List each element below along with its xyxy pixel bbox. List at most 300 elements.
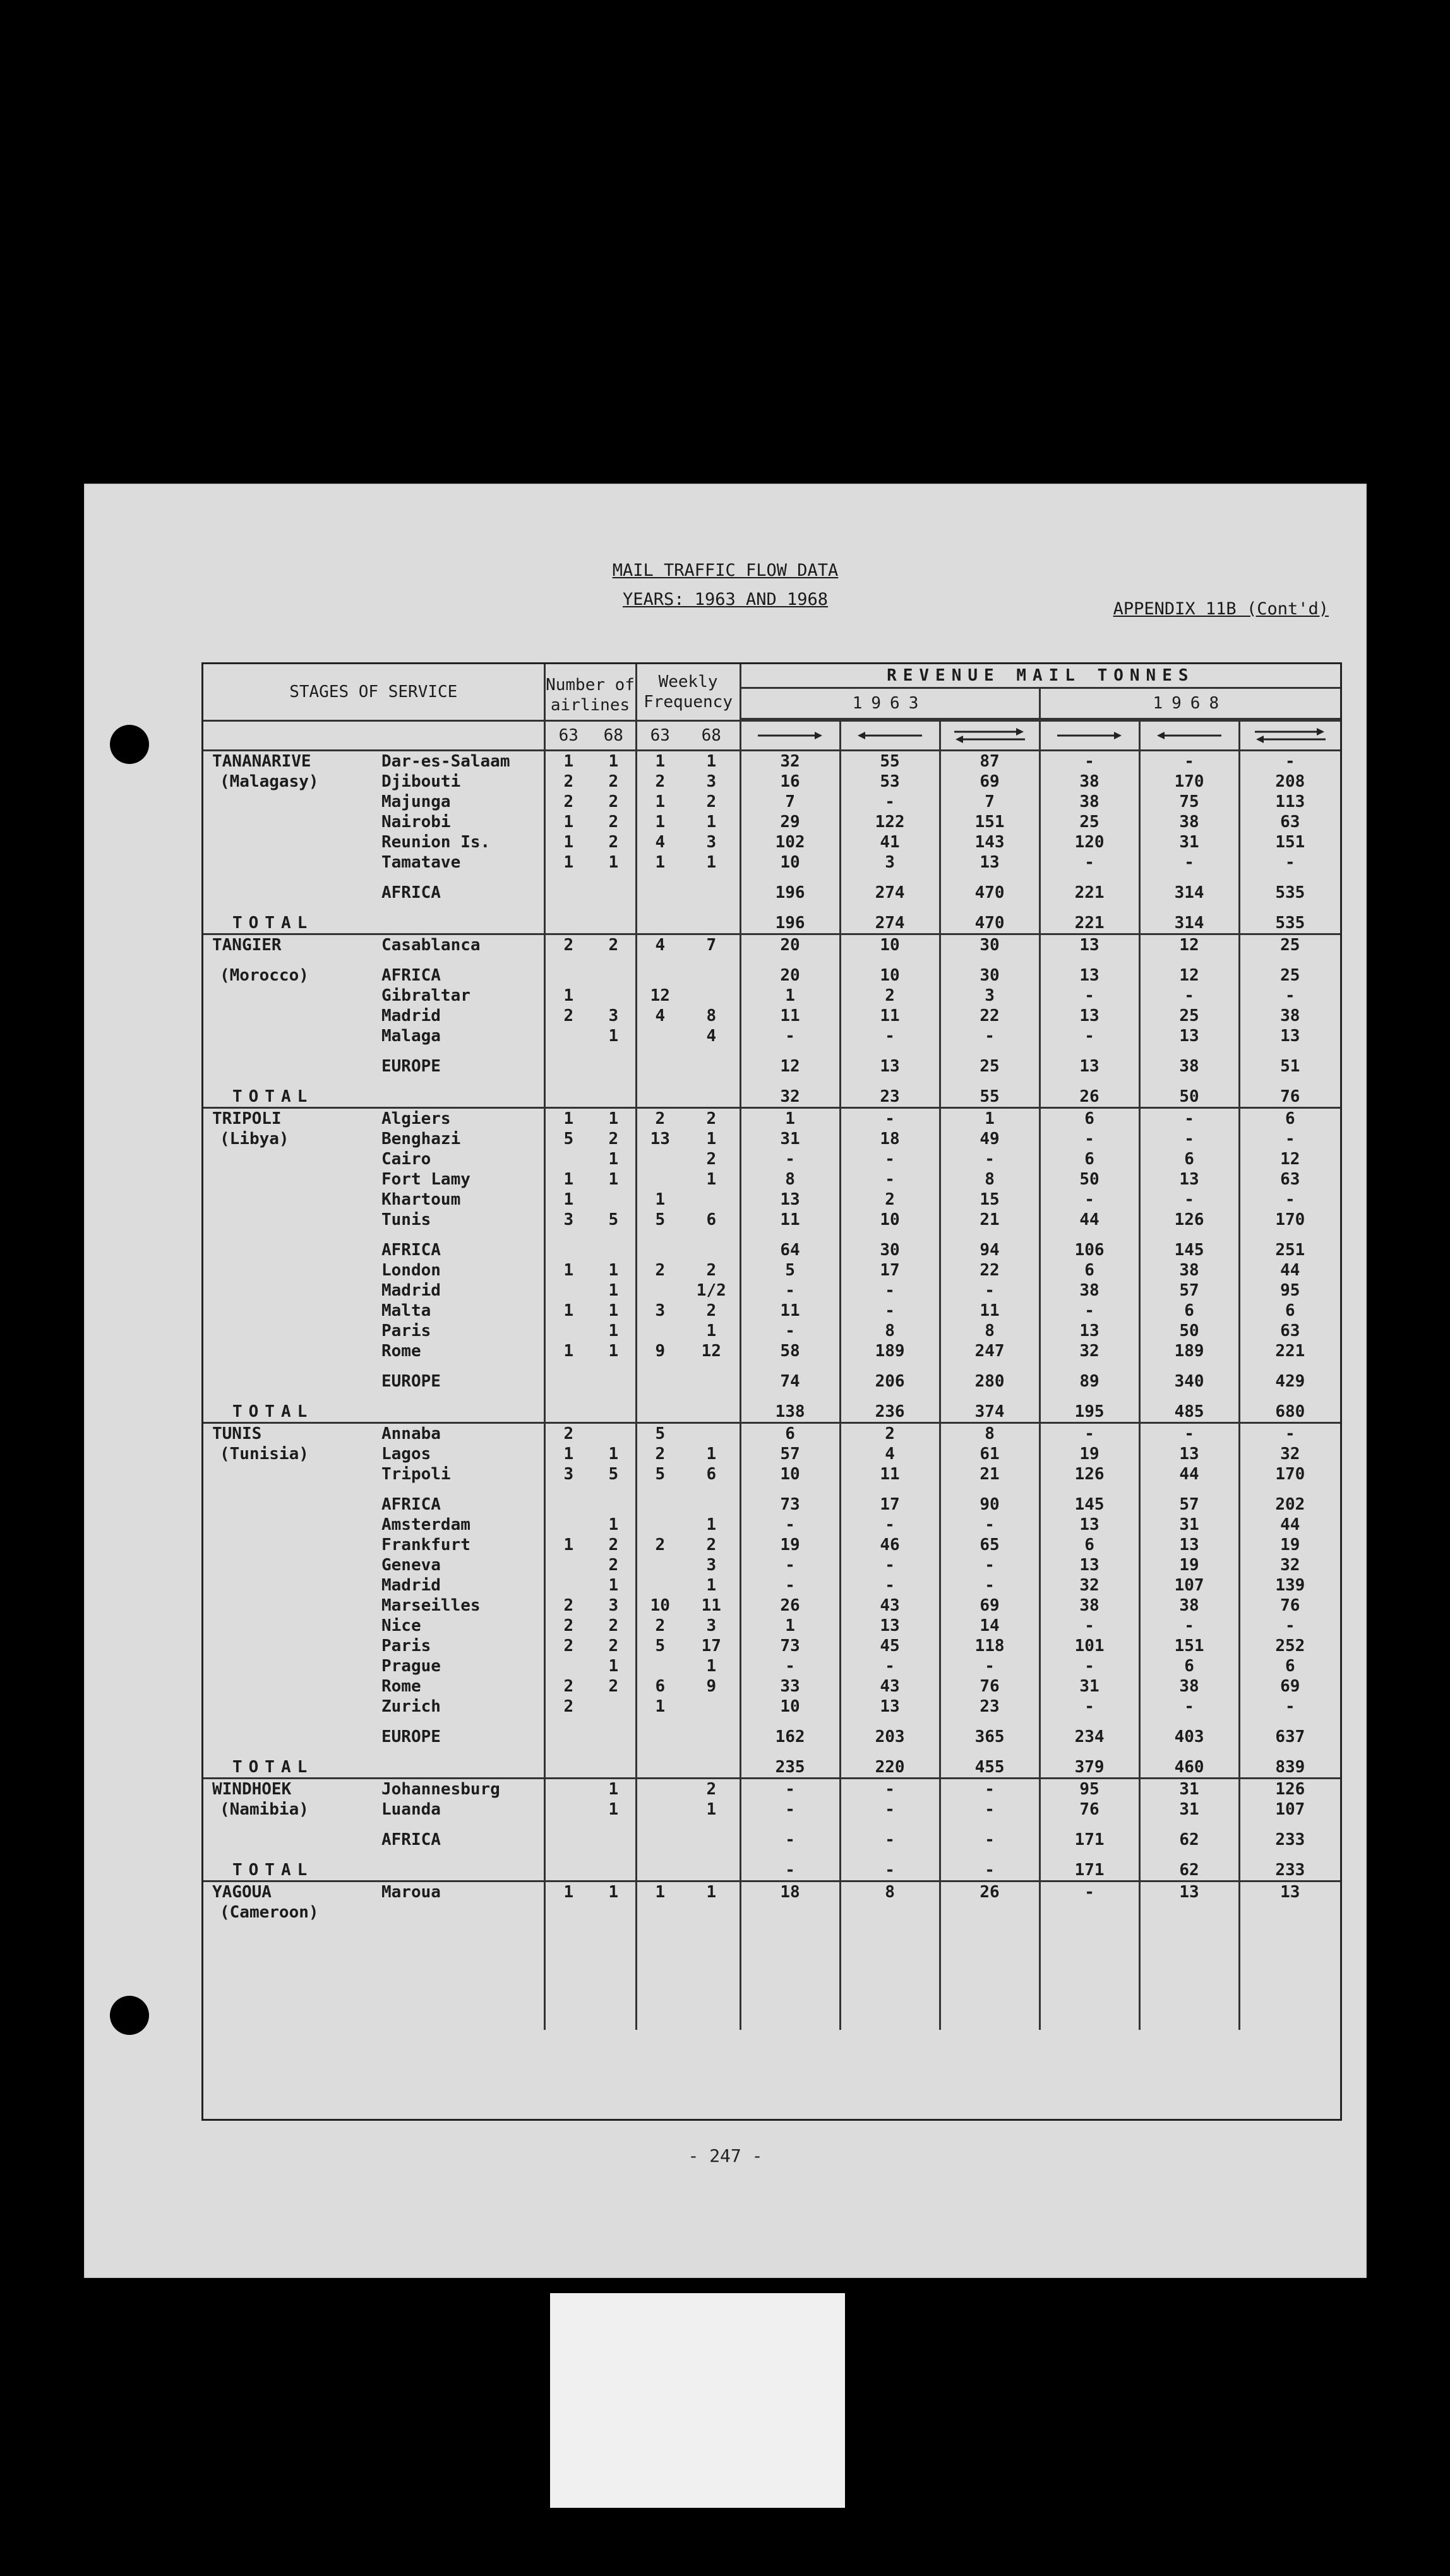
table-row [203, 986, 1340, 1006]
cell-o63: 102 [740, 832, 840, 852]
cell-o63: 32 [740, 1076, 840, 1108]
cell-o63: 18 [740, 1881, 840, 1903]
cell-a68: 2 [608, 1556, 619, 1575]
destination: Luanda [381, 1800, 441, 1819]
cell-i63: 13 [840, 1696, 940, 1717]
years-line: YEARS: 1963 AND 1968 [622, 590, 829, 609]
cell-f68 [683, 1717, 740, 1747]
cell-a63: 2 [544, 1696, 592, 1717]
cell-b68: 113 [1239, 792, 1340, 812]
cell-o63: 11 [740, 1210, 840, 1230]
cell-i63: 274 [840, 873, 940, 903]
cell-a63: 1 [544, 1169, 592, 1190]
cell-a68 [592, 1717, 636, 1747]
cell-b63: 13 [940, 852, 1040, 873]
cell-a68: 1 [592, 1108, 636, 1130]
cell-i63: 46 [840, 1535, 940, 1555]
cell-a68: 2 [608, 813, 619, 832]
cell-a63 [544, 1076, 592, 1108]
cell-f68: 11 [701, 1596, 721, 1615]
destination: Malta [381, 1301, 431, 1320]
cell-b63: - [940, 1820, 1040, 1850]
cell-o68: - [1040, 751, 1139, 772]
cell-o68: 195 [1040, 1392, 1139, 1423]
cell-f68 [683, 986, 740, 1006]
cell-b63: 8 [940, 1321, 1040, 1341]
cell-o68: 6 [1040, 1260, 1139, 1280]
table-row [203, 1881, 1340, 1903]
document-title: MAIL TRAFFIC FLOW DATA [612, 561, 839, 580]
cell-b68: 44 [1239, 1260, 1340, 1280]
cell-o63: - [740, 1321, 840, 1341]
cell-a63 [544, 1575, 592, 1595]
cell-a63: 2 [544, 792, 592, 812]
cell-b63: 65 [940, 1535, 1040, 1555]
cell-i63: 45 [840, 1636, 940, 1656]
cell-a68: 2 [608, 1677, 619, 1696]
cell-f68: 2 [706, 1535, 717, 1554]
cell-f68 [683, 1230, 740, 1260]
cell-b68: 535 [1239, 873, 1340, 903]
table-row [203, 792, 1340, 812]
cell-a68: 1 [608, 1027, 619, 1046]
cell-b68: 12 [1239, 1149, 1340, 1169]
cell-b68: 25 [1239, 934, 1340, 956]
cell-o63: 73 [740, 1636, 840, 1656]
cell-i68: 31 [1139, 1515, 1239, 1535]
cell-b68: 76 [1239, 1595, 1340, 1616]
cell-a63 [544, 1799, 592, 1820]
cell-b63: 69 [940, 1595, 1040, 1616]
table-row [203, 1444, 1340, 1464]
origin-name: TRIPOLI [212, 1109, 282, 1128]
table-row [203, 1616, 1340, 1636]
cell-f63 [636, 1575, 683, 1595]
cell-f68: 1 [706, 853, 717, 872]
cell-f63: 10 [636, 1595, 683, 1616]
table-row [203, 1301, 1340, 1321]
cell-a63: 2 [544, 1006, 592, 1026]
cell-o68: 13 [1040, 1515, 1139, 1535]
subtotal-row [203, 1820, 1340, 1850]
origin-country: (Tunisia) [220, 1445, 309, 1464]
punch-hole [110, 1996, 149, 2035]
cell-f63: 4 [636, 1006, 683, 1026]
cell-o63: 31 [740, 1129, 840, 1149]
cell-a68: 2 [608, 1616, 619, 1635]
cell-b63: 470 [940, 903, 1040, 934]
cell-o63: - [740, 1555, 840, 1575]
destination: Rome [381, 1342, 421, 1361]
cell-o63: 16 [740, 772, 840, 792]
cell-i63: - [840, 1280, 940, 1301]
region-label: EUROPE [381, 1372, 441, 1391]
cell-i68: 44 [1139, 1464, 1239, 1484]
cell-b68: 76 [1239, 1076, 1340, 1108]
cell-f63: 2 [636, 772, 683, 792]
destination: Tamatave [381, 853, 461, 872]
destination: Benghazi [381, 1130, 461, 1148]
cell-b63: - [940, 1779, 1040, 1800]
cell-o68: 13 [1040, 955, 1139, 986]
destination: Madrid [381, 1006, 441, 1025]
total-row [203, 1850, 1340, 1881]
cell-i68: - [1139, 986, 1239, 1006]
cell-i63: 43 [840, 1676, 940, 1696]
cell-f68 [683, 1820, 740, 1850]
cell-f63: 3 [636, 1301, 683, 1321]
cell-a63 [544, 1779, 592, 1800]
cell-f63: 4 [636, 832, 683, 852]
cell-f68: 1 [706, 1657, 717, 1676]
cell-f68: 2 [706, 1301, 717, 1320]
destination: Khartoum [381, 1190, 461, 1209]
cell-o63: - [740, 1799, 840, 1820]
cell-i68: 31 [1139, 1799, 1239, 1820]
cell-i68: 50 [1139, 1321, 1239, 1341]
cell-f63 [636, 903, 683, 934]
cell-f68: 8 [706, 1006, 717, 1025]
destination: Maroua [378, 1881, 544, 1903]
cell-f68: 1/2 [696, 1281, 726, 1300]
table-row [203, 1149, 1340, 1169]
cell-b68: 69 [1239, 1676, 1340, 1696]
table-row [203, 1636, 1340, 1656]
table-row [203, 1515, 1340, 1535]
cell-i63: 274 [840, 903, 940, 934]
cell-f63: 1 [636, 792, 683, 812]
cell-o68: - [1040, 852, 1139, 873]
cell-a68 [592, 1190, 636, 1210]
cell-o68: - [1040, 1423, 1139, 1445]
cell-f63: 5 [636, 1636, 683, 1656]
cell-a68: 1 [608, 1800, 619, 1819]
destination: Annaba [378, 1423, 544, 1445]
cell-a63: 2 [544, 772, 592, 792]
cell-i68: 19 [1139, 1555, 1239, 1575]
cell-f63 [636, 1026, 683, 1046]
cell-o68: 38 [1040, 1595, 1139, 1616]
cell-i68: 57 [1139, 1280, 1239, 1301]
cell-i63: - [840, 1555, 940, 1575]
cell-o68: 13 [1040, 1046, 1139, 1076]
cell-a63: 1 [544, 832, 592, 852]
cell-i68: 13 [1139, 1169, 1239, 1190]
cell-b63: - [940, 1280, 1040, 1301]
cell-o63: - [740, 1026, 840, 1046]
cell-a63: 3 [544, 1210, 592, 1230]
cell-i68: 25 [1139, 1006, 1239, 1026]
cell-i68: 126 [1139, 1210, 1239, 1230]
cell-i68: 6 [1139, 1301, 1239, 1321]
cell-b63: - [940, 1026, 1040, 1046]
cell-a63 [544, 1321, 592, 1341]
destination: Johannesburg [378, 1779, 544, 1800]
cell-f63 [636, 1169, 683, 1190]
cell-f63 [636, 1747, 683, 1779]
cell-i63: 8 [840, 1321, 940, 1341]
cell-a63 [544, 955, 592, 986]
cell-a63 [544, 1392, 592, 1423]
table-row [203, 1108, 1340, 1130]
cell-f63: 6 [636, 1676, 683, 1696]
cell-f63: 1 [636, 1696, 683, 1717]
cell-i68: - [1139, 1423, 1239, 1445]
cell-o63: 5 [740, 1260, 840, 1280]
cell-b63: 7 [940, 792, 1040, 812]
cell-b63: 8 [940, 1169, 1040, 1190]
cell-b63: 69 [940, 772, 1040, 792]
cell-a63: 2 [544, 1616, 592, 1636]
region-label: AFRICA [381, 1830, 441, 1849]
cell-o68: 171 [1040, 1820, 1139, 1850]
cell-i63: 23 [840, 1076, 940, 1108]
cell-f68: 3 [706, 772, 717, 791]
destination: Rome [381, 1677, 421, 1696]
cell-b63: 94 [940, 1230, 1040, 1260]
cell-b68: 51 [1239, 1046, 1340, 1076]
cell-b63: 455 [940, 1747, 1040, 1779]
cell-i68: 151 [1139, 1636, 1239, 1656]
destination: Lagos [381, 1445, 431, 1464]
header-frequency: Weekly Frequency [636, 664, 740, 721]
cell-i63: - [840, 1799, 940, 1820]
cell-a63: 1 [544, 852, 592, 873]
cell-i63: 11 [840, 1464, 940, 1484]
cell-f63: 13 [636, 1129, 683, 1149]
cell-o68: 101 [1040, 1636, 1139, 1656]
document-sheet [84, 484, 1367, 2278]
cell-b63: 1 [940, 1108, 1040, 1130]
table-row [203, 751, 1340, 772]
cell-f63 [636, 873, 683, 903]
cell-i68: 38 [1139, 1676, 1239, 1696]
cell-f68 [683, 1484, 740, 1515]
destination: Madrid [381, 1281, 441, 1300]
cell-i63: - [840, 1575, 940, 1595]
cell-a68 [592, 1747, 636, 1779]
cell-i68: 13 [1139, 1444, 1239, 1464]
inbound-arrow-icon [840, 721, 940, 751]
cell-i63: - [840, 1850, 940, 1881]
table-row [203, 1341, 1340, 1361]
cell-f63 [636, 1717, 683, 1747]
cell-f68 [683, 955, 740, 986]
cell-b68: 221 [1239, 1341, 1340, 1361]
cell-a68: 1 [608, 1301, 619, 1320]
cell-a63 [544, 1484, 592, 1515]
cell-b63: 15 [940, 1190, 1040, 1210]
cell-f63: 9 [636, 1341, 683, 1361]
cell-b68: 170 [1239, 1464, 1340, 1484]
destination: Dar-es-Salaam [378, 751, 544, 772]
cell-o63: 19 [740, 1535, 840, 1555]
cell-i63: 220 [840, 1747, 940, 1779]
subtotal-row [203, 1046, 1340, 1076]
origin-name: WINDHOEK [212, 1780, 292, 1799]
cell-f63: 5 [636, 1210, 683, 1230]
cell-o68: 120 [1040, 832, 1139, 852]
cell-a63: 2 [544, 934, 592, 956]
destination: Nairobi [381, 813, 451, 832]
cell-b68: 6 [1239, 1656, 1340, 1676]
cell-f63 [636, 1321, 683, 1341]
cell-b68: - [1239, 1129, 1340, 1149]
region-label: EUROPE [381, 1057, 441, 1076]
cell-i63: - [840, 1820, 940, 1850]
cell-a63 [544, 1046, 592, 1076]
cell-b63: 280 [940, 1361, 1040, 1392]
cell-i63: - [840, 1301, 940, 1321]
cell-o63: 7 [740, 792, 840, 812]
cell-a68: 1 [608, 1321, 619, 1340]
cell-b63: 61 [940, 1444, 1040, 1464]
total-row [203, 1392, 1340, 1423]
cell-b68: - [1239, 1423, 1340, 1445]
cell-i68: 57 [1139, 1484, 1239, 1515]
origin-country: (Morocco) [220, 966, 309, 985]
cell-i68: 38 [1139, 1595, 1239, 1616]
cell-a63: 2 [544, 1423, 592, 1445]
cell-a68: 2 [608, 792, 619, 811]
cell-b68: 208 [1239, 772, 1340, 792]
cell-o63: - [740, 1820, 840, 1850]
total-row [203, 1747, 1340, 1779]
outbound-arrow-icon [740, 721, 840, 751]
outbound-arrow-icon [1040, 721, 1139, 751]
cell-a63 [544, 1026, 592, 1046]
destination: Frankfurt [381, 1535, 470, 1554]
cell-o63: 32 [740, 751, 840, 772]
cell-i68: 340 [1139, 1361, 1239, 1392]
cell-a63: 1 [544, 1301, 592, 1321]
header-freq-68: 68 [683, 721, 740, 751]
cell-b63: - [940, 1149, 1040, 1169]
cell-f68 [683, 1850, 740, 1881]
cell-a68: 1 [608, 1281, 619, 1300]
cell-b68: 32 [1239, 1444, 1340, 1464]
cell-o68: 31 [1040, 1676, 1139, 1696]
cell-i63: 189 [840, 1341, 940, 1361]
cell-f63: 1 [636, 1881, 683, 1903]
cell-f63: 1 [636, 751, 683, 772]
cell-a68 [592, 1423, 636, 1445]
cell-o63: 11 [740, 1006, 840, 1026]
cell-i68: 460 [1139, 1747, 1239, 1779]
cell-f68: 2 [706, 1150, 717, 1169]
cell-o68: 6 [1040, 1149, 1139, 1169]
cell-f63 [636, 1149, 683, 1169]
cell-f68: 2 [683, 1779, 740, 1800]
cell-a68: 1 [608, 1170, 619, 1189]
destination: Madrid [381, 1576, 441, 1595]
cell-b68: 32 [1239, 1555, 1340, 1575]
cell-f63: 2 [636, 1108, 683, 1130]
cell-i63: 2 [840, 1190, 940, 1210]
cell-b63: - [940, 1656, 1040, 1676]
cell-i63: 30 [840, 1230, 940, 1260]
cell-i63: - [840, 1779, 940, 1800]
cell-f63: 1 [636, 1190, 683, 1210]
cell-a68: 1 [608, 1150, 619, 1169]
cell-f68 [683, 1392, 740, 1423]
cell-a68: 1 [608, 853, 619, 872]
cell-f63 [636, 1484, 683, 1515]
cell-o68: - [1040, 1881, 1139, 1903]
cell-a63 [544, 1361, 592, 1392]
cell-i68: 403 [1139, 1717, 1239, 1747]
table-row [203, 812, 1340, 832]
cell-o68: 221 [1040, 903, 1139, 934]
cell-o63: 12 [740, 1046, 840, 1076]
cell-o63: 64 [740, 1230, 840, 1260]
cell-o68: 13 [1040, 934, 1139, 956]
cell-f68 [683, 1190, 740, 1210]
cell-f63 [636, 1820, 683, 1850]
subtotal-row [203, 1717, 1340, 1747]
destination: Marseilles [381, 1596, 481, 1615]
cell-f68: 17 [701, 1637, 721, 1655]
header-revenue: REVENUE MAIL TONNES [740, 664, 1340, 688]
cell-i68: 107 [1139, 1575, 1239, 1595]
subtotal-row [203, 1230, 1340, 1260]
cell-b63: 26 [940, 1881, 1040, 1903]
cell-i63: 10 [840, 955, 940, 986]
cell-b68: 202 [1239, 1484, 1340, 1515]
table-row [203, 852, 1340, 873]
cell-i68: 145 [1139, 1230, 1239, 1260]
cell-f63 [636, 1076, 683, 1108]
cell-o68: 6 [1040, 1108, 1139, 1130]
total-label: TOTAL [232, 1758, 314, 1777]
cell-b63: 21 [940, 1464, 1040, 1484]
origin-country: (Cameroon) [220, 1903, 319, 1922]
cell-o68: 145 [1040, 1484, 1139, 1515]
cell-o68: 95 [1040, 1779, 1139, 1800]
cell-i63: 122 [840, 812, 940, 832]
header-airlines-63: 63 [544, 721, 592, 751]
subtotal-row [203, 873, 1340, 903]
destination: Djibouti [381, 772, 461, 791]
punch-hole [110, 725, 149, 764]
destination: Gibraltar [381, 986, 470, 1005]
destination: Cairo [381, 1150, 431, 1169]
cell-f63 [636, 1280, 683, 1301]
table-row [203, 1210, 1340, 1230]
cell-b63: 143 [940, 832, 1040, 852]
cell-o68: 50 [1040, 1169, 1139, 1190]
film-leader-card [550, 2293, 845, 2508]
cell-i63: 10 [840, 934, 940, 956]
cell-o68: - [1040, 1696, 1139, 1717]
cell-a68: 1 [608, 1261, 619, 1280]
cell-b68: 13 [1239, 1026, 1340, 1046]
cell-i68: - [1139, 1696, 1239, 1717]
origin-country: (Malagasy) [220, 772, 319, 791]
cell-o63: 138 [740, 1392, 840, 1423]
cell-o63: - [740, 1779, 840, 1800]
cell-a63: 1 [544, 1260, 592, 1280]
table-row [203, 1799, 1340, 1820]
table-row [203, 1026, 1340, 1046]
destination: Prague [381, 1657, 441, 1676]
cell-a63 [544, 903, 592, 934]
cell-a68: 2 [608, 1130, 619, 1148]
cell-o68: 234 [1040, 1717, 1139, 1747]
cell-a63: 1 [544, 1444, 592, 1464]
cell-a63: 1 [544, 986, 592, 1006]
cell-b68: 13 [1239, 1881, 1340, 1903]
